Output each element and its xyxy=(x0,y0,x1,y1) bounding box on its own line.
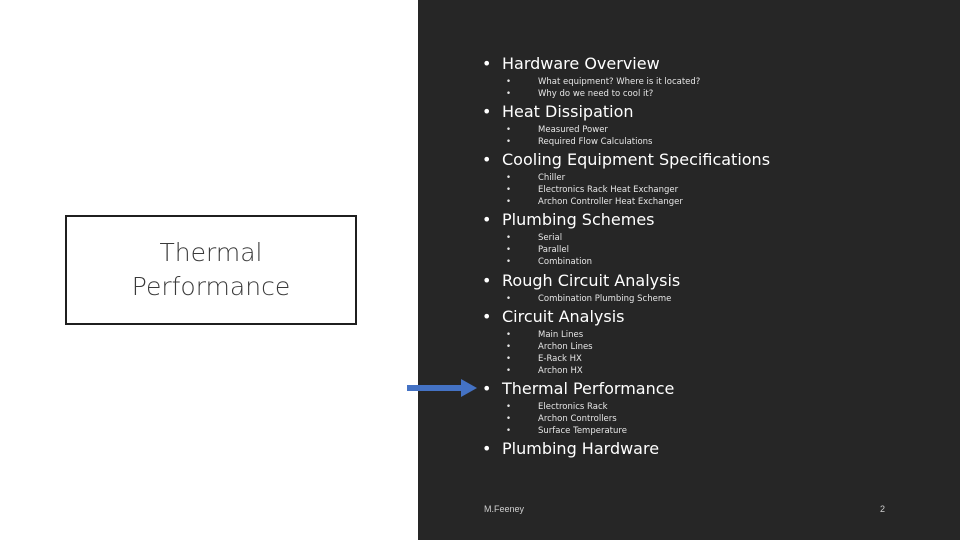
current-section-arrow-icon xyxy=(407,378,479,398)
agenda-subitem-text: Combination Plumbing Scheme xyxy=(538,294,672,304)
agenda-subitem xyxy=(476,329,625,341)
agenda-section xyxy=(476,210,655,268)
agenda-subitem xyxy=(476,196,770,208)
agenda-subitem-text: Electronics Rack xyxy=(538,402,608,412)
bullet-icon: • xyxy=(482,54,492,73)
agenda-subitem xyxy=(476,365,625,377)
bullet-icon: • xyxy=(482,307,492,326)
sub-bullet-icon: • xyxy=(506,197,512,207)
bullet-icon: • xyxy=(482,271,492,290)
agenda-heading-text: Cooling Equipment Specifications xyxy=(502,150,771,169)
agenda-section xyxy=(476,102,652,148)
agenda-subitem-text: Archon Lines xyxy=(538,342,593,352)
agenda-subitem xyxy=(476,293,680,305)
agenda-heading xyxy=(476,271,680,291)
sub-bullet-icon: • xyxy=(506,414,512,424)
agenda-heading-text: Thermal Performance xyxy=(502,379,675,398)
agenda-subitems xyxy=(476,232,655,268)
agenda-heading xyxy=(476,379,674,399)
sub-bullet-icon: • xyxy=(506,330,512,340)
sub-bullet-icon: • xyxy=(506,294,512,304)
sub-bullet-icon: • xyxy=(506,342,512,352)
agenda-subitem xyxy=(476,256,655,268)
agenda-subitems xyxy=(476,401,674,437)
agenda-section xyxy=(476,54,700,100)
sub-bullet-icon: • xyxy=(506,402,512,412)
sub-bullet-icon: • xyxy=(506,173,512,183)
bullet-icon: • xyxy=(482,439,492,458)
agenda-heading-text: Hardware Overview xyxy=(502,54,660,73)
bullet-icon: • xyxy=(482,210,492,229)
agenda-section xyxy=(476,439,659,459)
agenda-subitem-text: Serial xyxy=(538,233,563,243)
agenda-subitem xyxy=(476,425,674,437)
agenda-subitem xyxy=(476,136,652,148)
agenda-subitem-text: Main Lines xyxy=(538,330,584,340)
agenda-heading xyxy=(476,102,652,122)
agenda-subitem xyxy=(476,76,700,88)
agenda-subitem-text: Archon HX xyxy=(538,366,583,376)
sub-bullet-icon: • xyxy=(506,89,512,99)
agenda-subitem xyxy=(476,413,674,425)
footer-author: M.Feeney xyxy=(484,504,525,514)
agenda-subitem-text: What equipment? Where is it located? xyxy=(538,77,701,87)
arrow-head xyxy=(461,379,477,397)
agenda-section xyxy=(476,271,680,305)
agenda-subitem-text: Combination xyxy=(538,257,593,267)
agenda-subitem-text: E-Rack HX xyxy=(538,354,582,364)
agenda-heading xyxy=(476,439,659,459)
sub-bullet-icon: • xyxy=(506,354,512,364)
agenda-subitem xyxy=(476,124,652,136)
agenda-subitems xyxy=(476,329,625,377)
agenda-heading xyxy=(476,150,770,170)
agenda-heading xyxy=(476,307,625,327)
bullet-icon: • xyxy=(482,150,492,169)
agenda-subitem-text: Chiller xyxy=(538,173,566,183)
agenda-subitem-text: Parallel xyxy=(538,245,569,255)
agenda-heading-text: Plumbing Hardware xyxy=(502,439,660,458)
agenda-subitems xyxy=(476,76,700,100)
agenda-subitems xyxy=(476,293,680,305)
sub-bullet-icon: • xyxy=(506,185,512,195)
agenda-subitem-text: Surface Temperature xyxy=(538,426,627,436)
agenda-subitem xyxy=(476,244,655,256)
agenda-subitem xyxy=(476,401,674,413)
agenda-section xyxy=(476,379,674,437)
agenda-subitem xyxy=(476,172,770,184)
bullet-icon: • xyxy=(482,379,492,398)
sub-bullet-icon: • xyxy=(506,233,512,243)
section-title-box xyxy=(65,215,357,325)
agenda-subitem-text: Electronics Rack Heat Exchanger xyxy=(538,185,679,195)
section-title-line-1: Thermal xyxy=(159,238,263,267)
agenda-subitem xyxy=(476,341,625,353)
agenda-subitem xyxy=(476,232,655,244)
agenda-subitem-text: Why do we need to cool it? xyxy=(538,89,654,99)
agenda-subitems xyxy=(476,172,770,208)
sub-bullet-icon: • xyxy=(506,366,512,376)
agenda-subitem xyxy=(476,88,700,100)
agenda-subitem-text: Archon Controllers xyxy=(538,414,617,424)
agenda-subitem-text: Archon Controller Heat Exchanger xyxy=(538,197,683,207)
agenda-heading-text: Circuit Analysis xyxy=(502,307,625,326)
sub-bullet-icon: • xyxy=(506,245,512,255)
agenda-subitem-text: Measured Power xyxy=(538,125,608,135)
agenda-section xyxy=(476,307,625,377)
agenda-subitem xyxy=(476,353,625,365)
sub-bullet-icon: • xyxy=(506,257,512,267)
section-title-line-2: Performance xyxy=(131,272,291,301)
arrow-shaft xyxy=(407,385,463,391)
agenda-section xyxy=(476,150,770,208)
bullet-icon: • xyxy=(482,102,492,121)
agenda-subitem xyxy=(476,184,770,196)
agenda-heading-text: Heat Dissipation xyxy=(502,102,634,121)
sub-bullet-icon: • xyxy=(506,137,512,147)
sub-bullet-icon: • xyxy=(506,426,512,436)
section-title xyxy=(132,236,290,304)
agenda-subitem-text: Required Flow Calculations xyxy=(538,137,653,147)
sub-bullet-icon: • xyxy=(506,125,512,135)
left-pane xyxy=(0,0,418,540)
sub-bullet-icon: • xyxy=(506,77,512,87)
page-number: 2 xyxy=(880,504,886,514)
agenda-subitems xyxy=(476,124,652,148)
agenda-heading-text: Rough Circuit Analysis xyxy=(502,271,681,290)
agenda-heading xyxy=(476,54,700,74)
agenda-heading-text: Plumbing Schemes xyxy=(502,210,655,229)
agenda-heading xyxy=(476,210,655,230)
